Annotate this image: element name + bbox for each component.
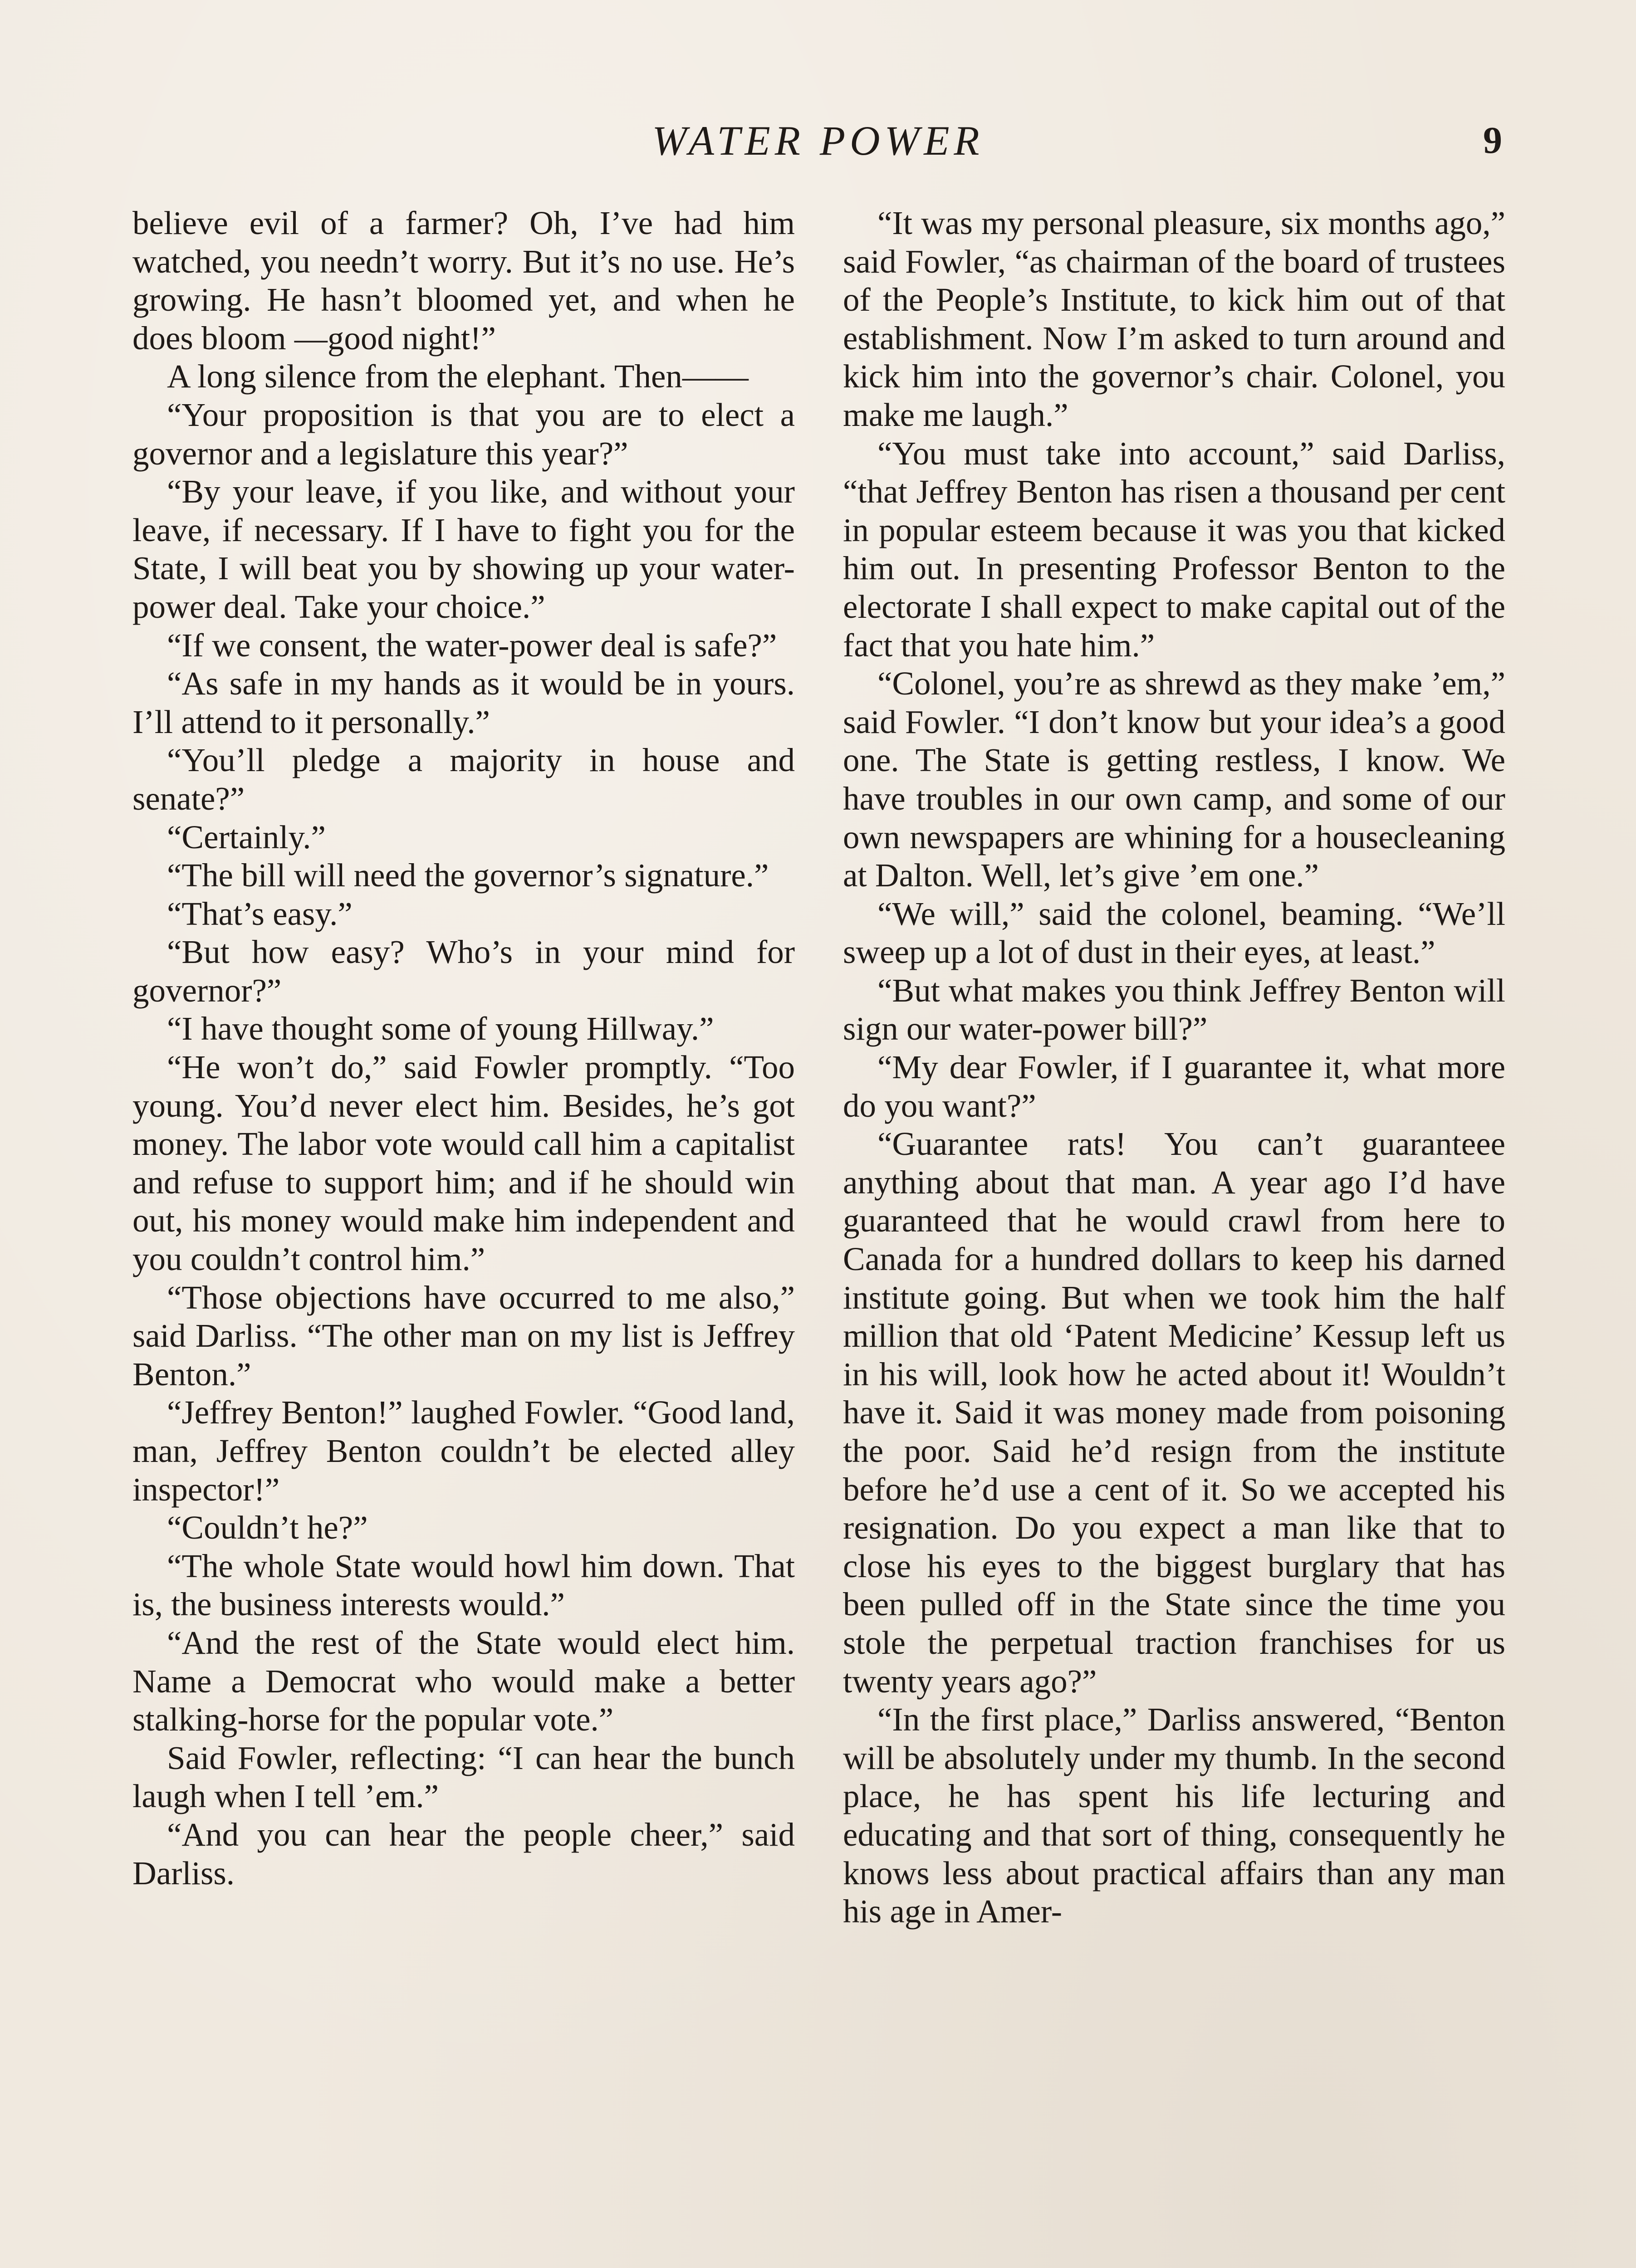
paragraph: “By your leave, if you like, and without your leave, if necessary. If I have to fight you for the State, I will beat you by showing up your water-power deal. Take your choice.” <box>132 473 795 625</box>
paragraph: “But how easy? Who’s in your mind for governor?” <box>132 934 795 1009</box>
paragraph: “In the first place,” Darliss answered, “Benton will be absolutely under my thumb. In the second place, he has spent his life lecturing and educating and that sort of thing, consequently he knows less about practical affairs than any man his age in Amer- <box>843 1701 1505 1930</box>
left-text-column <box>132 204 795 1892</box>
paragraph: “You’ll pledge a majority in house and senate?” <box>132 742 795 817</box>
paragraph: Said Fowler, reflecting: “I can hear the bunch laugh when I tell ’em.” <box>132 1739 795 1815</box>
paragraph: “As safe in my hands as it would be in yours. I’ll attend to it personally.” <box>132 665 795 740</box>
page-header <box>0 113 1636 168</box>
paragraph: “But what makes you think Jeffrey Benton will sign our water-power bill?” <box>843 972 1505 1047</box>
paragraph: “Jeffrey Benton!” laughed Fowler. “Good land, man, Jeffrey Benton couldn’t be elected alley inspector!” <box>132 1394 795 1508</box>
paragraph: A long silence from the elephant. Then—— <box>167 358 749 395</box>
paragraph: “If we consent, the water-power deal is safe?” <box>167 626 777 664</box>
paragraph: “Certainly.” <box>167 818 326 855</box>
paragraph: believe evil of a farmer? Oh, I’ve had him watched, you needn’t worry. But it’s no use. He’s growing. He hasn’t bloomed yet, and when he does bloom —good night!” <box>132 205 795 357</box>
paragraph: “Those objections have occurred to me also,” said Darliss. “The other man on my list is Jeffrey Benton.” <box>132 1279 795 1393</box>
paragraph: “Your proposition is that you are to elect a governor and a legislature this year?” <box>132 396 795 472</box>
paragraph: “He won’t do,” said Fowler promptly. “Too young. You’d never elect him. Besides, he’s got money. The labor vote would call him a capitalist and refuse to support him; and if he should win out, his money would make him independent and you couldn’t control him.” <box>132 1049 795 1278</box>
paragraph: “And the rest of the State would elect him. Name a Democrat who would make a better stalking-horse for the popular vote.” <box>132 1624 795 1738</box>
paragraph: “And you can hear the people cheer,” said Darliss. <box>132 1816 795 1892</box>
paragraph: “It was my personal pleasure, six months ago,” said Fowler, “as chairman of the board of trustees of the People’s Institute, to kick him out of that establishment. Now I’m asked to turn around and kick him into the governor’s chair. Colonel, you make me laugh.” <box>843 205 1505 433</box>
paragraph: “Couldn’t he?” <box>167 1509 368 1546</box>
paragraph: “Colonel, you’re as shrewd as they make ’em,” said Fowler. “I don’t know but your idea’s a good one. The State is getting restless, I know. We have troubles in our own camp, and some of our own newspapers are whining for a housecleaning at Dalton. Well, let’s give ’em one.” <box>843 665 1505 894</box>
running-title: WATER POWER <box>652 117 984 164</box>
page-number: 9 <box>1483 119 1502 161</box>
paragraph: “That’s easy.” <box>167 895 353 932</box>
paragraph: “You must take into account,” said Darliss, “that Jeffrey Benton has risen a thousand per cent in popular esteem because it was you that kicked him out. In presenting Professor Benton to the electorate I shall expect to make capital out of the fact that you hate him.” <box>843 435 1505 664</box>
paragraph: “The bill will need the governor’s signature.” <box>167 857 769 894</box>
paragraph: “Guarantee rats! You can’t guaranteee anything about that man. A year ago I’d have guaranteed that he would crawl from here to Canada for a hundred dollars to keep his darned institute going. But when we took him the half million that old ‘Patent Medicine’ Kessup left us in his will, look how he acted about it! Wouldn’t have it. Said it was money made from poisoning the poor. Said he’d resign from the institute before he’d use a cent of it. So we accepted his resignation. Do you expect a man like that to close his eyes to the biggest burglary that has been pulled off in the State since the time you stole the perpetual traction franchises for us twenty years ago?” <box>843 1125 1505 1700</box>
paragraph: “My dear Fowler, if I guarantee it, what more do you want?” <box>843 1049 1505 1124</box>
paragraph: “I have thought some of young Hillway.” <box>167 1010 714 1047</box>
paragraph: “The whole State would howl him down. That is, the business interests would.” <box>132 1547 795 1623</box>
paragraph: “We will,” said the colonel, beaming. “We’ll sweep up a lot of dust in their eyes, at least.” <box>843 895 1505 971</box>
right-text-column <box>843 204 1505 1931</box>
